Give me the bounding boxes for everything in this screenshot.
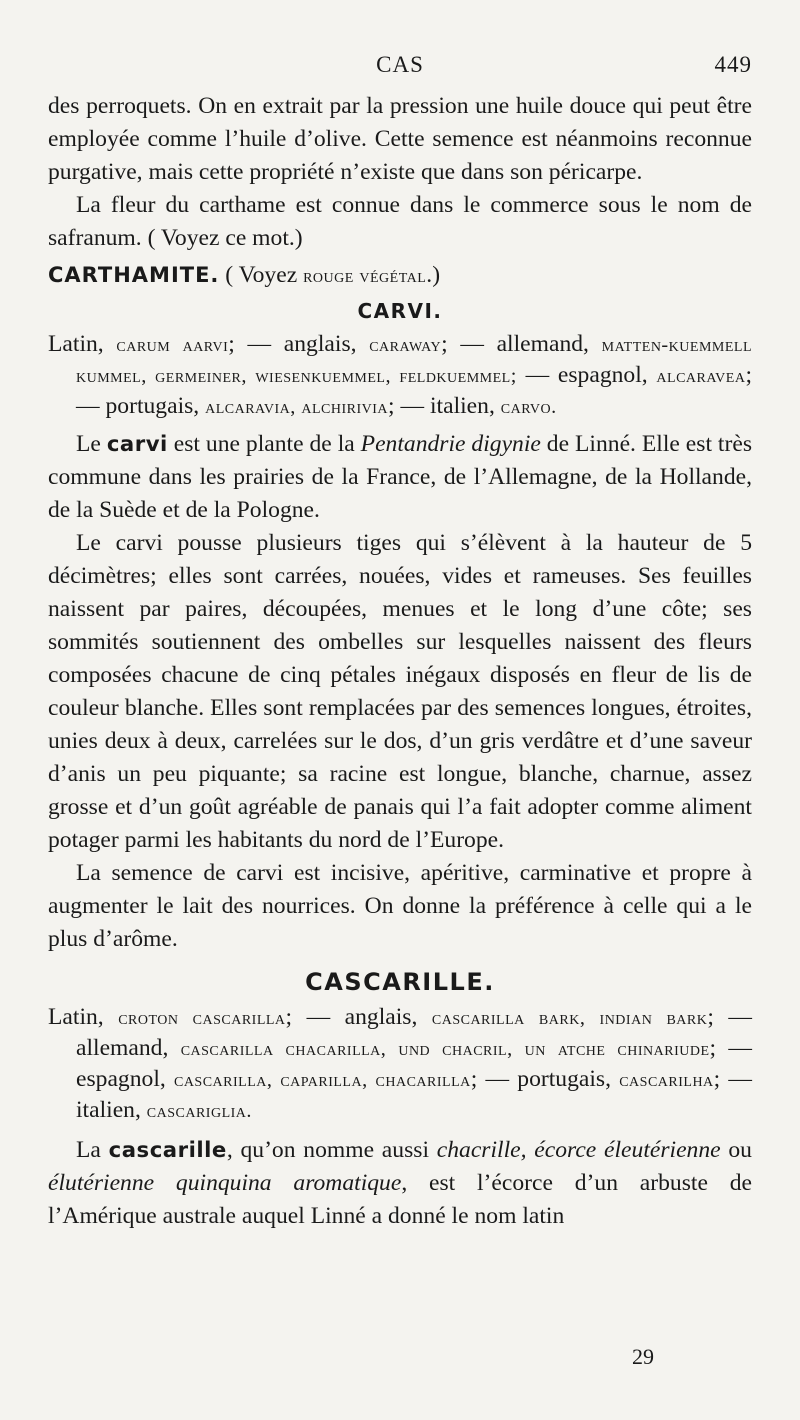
cascarille-italian-label: ; — italien, — [76, 1066, 753, 1123]
cascarille-spanish-label: ; — espagnol, — [76, 1035, 752, 1092]
synonyms-cascarille — [48, 1002, 752, 1126]
cascarille-latin-label: Latin, — [48, 1004, 104, 1030]
carvi-term: carvi — [106, 432, 168, 457]
cascarille-p1-italic2: élutérienne quinquina aromatique — [48, 1170, 402, 1196]
paragraph-carthame-1: des perroquets. On en extrait par la pression une huile douce qui peut être employée comme l’huile d’olive. Cette semence est néanmoins reconnue purgative, mais cette propriété n’existe que dans son péricarpe. — [48, 93, 752, 185]
carthamite-text-after: .) — [426, 262, 441, 288]
running-head-word: CAS — [376, 52, 424, 77]
entry-title-carthamite: CARTHAMITE. — [48, 263, 220, 287]
carvi-p1-start: Le — [76, 431, 107, 457]
paragraph-carthame-2: La fleur du carthame est connue dans le commerce sous le nom de safranum. ( Voyez ce mot.) — [48, 192, 752, 251]
cascarille-p1-end: , est l’écorce d’un arbuste de l’Amérique australe auquel Linné a donné le nom latin — [48, 1170, 752, 1229]
carvi-portuguese: alcaravia, alchirivia — [205, 396, 389, 418]
carvi-english-label: ; — anglais, — [228, 331, 357, 357]
carvi-german: matten-kuemmell kummel, germeiner, wiesenkuemmel, feldkuemmel; — [76, 334, 753, 387]
cascarille-p1-start: La — [76, 1137, 109, 1163]
cascarille-portuguese: cascarilha — [619, 1069, 714, 1091]
carvi-english: caraway — [369, 334, 442, 356]
cascarille-english-label: ; — anglais, — [285, 1004, 418, 1030]
running-head — [48, 52, 752, 90]
paragraph-carvi-3: La semence de carvi est incisive, apéritive, carminative et propre à augmenter le lait des nourrices. On donne la préférence à celle qui a le plus d’arôme. — [48, 860, 752, 952]
cascarille-p1-italic: chacrille, écorce éleutérienne — [436, 1137, 721, 1163]
heading-cascarille: CASCARILLE. — [305, 968, 495, 996]
synonyms-cascarille-line — [48, 1002, 752, 1126]
cascarille-p1-mid: , qu’on nomme aussi — [226, 1137, 437, 1163]
paragraph-carvi-2: Le carvi pousse plusieurs tiges qui s’élèvent à la hauteur de 5 décimètres; elles sont carrées, nouées, vides et rameuses. Ses feuilles naissent par paires, découpées, menues et le long d’une côte; ses sommités soutiennent des ombelles sur lesquelles naissent des fleurs composées chacune de cinq pétales inégaux disposés en fleur de lis de couleur blanche. Elles sont remplacées par des semences longues, étroites, unies deux à deux, carrelées sur le dos, d’un gris verdâtre et d’une saveur d’anis un peu piquante; sa racine est longue, blanche, charnue, assez grosse et d’un goût agréable de panais qui l’a fait adopter comme aliment potager parmi les habitants du nord de l’Europe. — [48, 530, 752, 853]
synonyms-carvi — [48, 329, 752, 422]
cascarille-german: cascarilla chacarilla, und chacril, un atche chinariude — [180, 1038, 710, 1060]
cascarille-term: cascarille — [108, 1138, 227, 1163]
paragraph-carvi-1 — [48, 428, 752, 527]
carvi-german-label: ; — allemand, — [441, 331, 589, 357]
cascarille-italian: cascariglia. — [146, 1100, 252, 1122]
carvi-italian-label: ; — italien, — [388, 393, 495, 419]
synonyms-carvi-line — [48, 329, 752, 422]
paragraph-cascarille-1 — [48, 1134, 752, 1233]
entry-carthamite — [48, 259, 752, 293]
carvi-p1-mid: est une plante de la — [167, 431, 361, 457]
cascarille-german-label: ; — allemand, — [76, 1004, 752, 1061]
carvi-latin: carum aarvi — [116, 334, 229, 356]
cascarille-latin: croton cascarilla — [118, 1007, 286, 1029]
carthamite-reference: rouge végétal — [303, 265, 427, 287]
signature-mark: 29 — [632, 1344, 654, 1369]
carvi-p1-italic: Pentandrie digynie — [360, 431, 541, 457]
carvi-latin-label: Latin, — [48, 331, 104, 357]
cascarille-portuguese-label: ; — portugais, — [470, 1066, 611, 1092]
carvi-portuguese-label: ; — portugais, — [76, 362, 752, 419]
carvi-p1-end: de Linné. Elle est très commune dans les prairies de la France, de l’Allemagne, de la Hollande, de la Suède et de la Pologne. — [48, 431, 752, 523]
heading-carvi: CARVI. — [357, 299, 443, 323]
page-number: 449 — [714, 52, 752, 77]
carvi-spanish-label: — espagnol, — [525, 362, 648, 388]
carvi-spanish: alcaravea — [656, 365, 746, 387]
carvi-italian: carvo. — [500, 396, 557, 418]
carthamite-text-before: ( Voyez — [219, 262, 304, 288]
cascarille-english: cascarilla bark, indian bark — [431, 1007, 708, 1029]
cascarille-spanish: cascarilla, caparilla, chacarilla — [173, 1069, 471, 1091]
cascarille-p1-ou: ou — [720, 1137, 752, 1163]
